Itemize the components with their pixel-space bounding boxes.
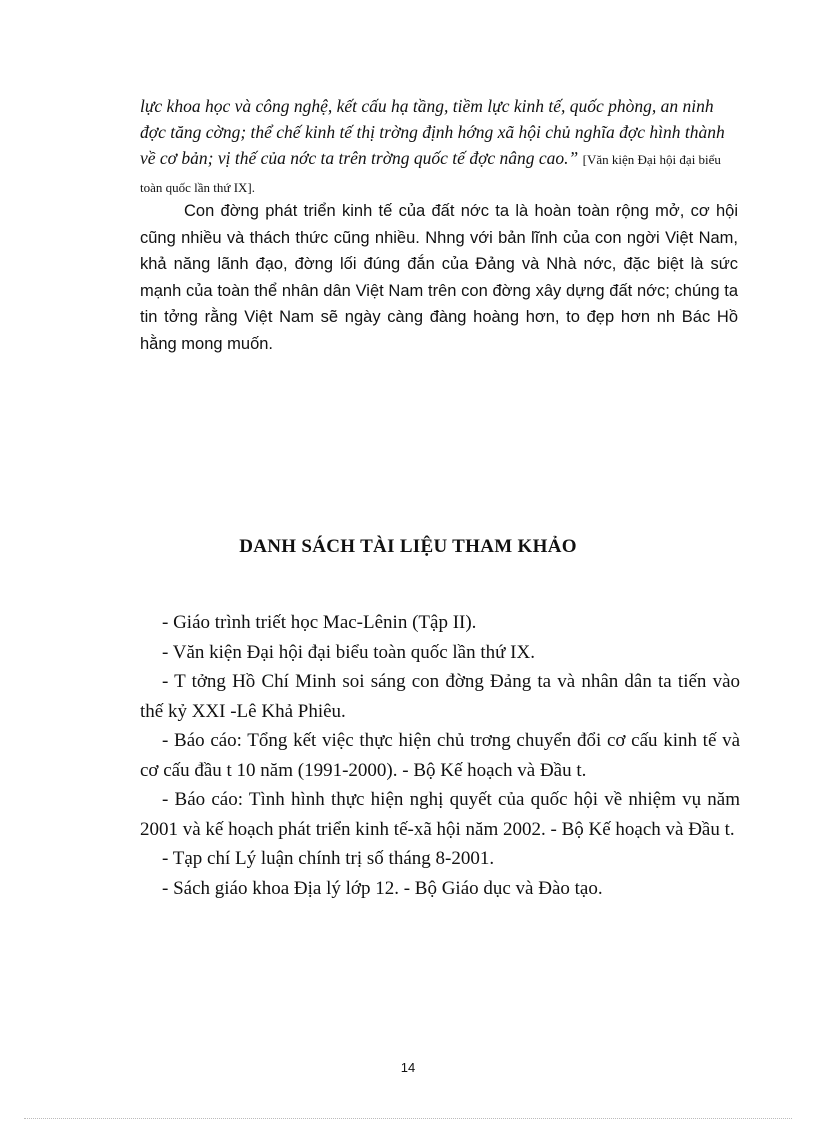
page-bottom-divider bbox=[24, 1118, 792, 1119]
quote-citation: [Văn kiện Đại hội đại biểu toàn quốc lần thứ IX]. bbox=[140, 152, 721, 195]
reference-item: - T tởng Hồ Chí Minh soi sáng con đờng Đảng ta và nhân dân ta tiến vào thế kỷ XXI -Lê Khả Phiêu. bbox=[140, 671, 740, 722]
references-list bbox=[140, 608, 740, 903]
reference-item: - Tạp chí Lý luận chính trị số tháng 8-2001. bbox=[162, 848, 495, 869]
reference-item: - Giáo trình triết học Mac-Lênin (Tập II). bbox=[162, 612, 477, 633]
page-number: 14 bbox=[400, 1060, 416, 1075]
reference-item: - Báo cáo: Tình hình thực hiện nghị quyết của quốc hội về nhiệm vụ năm 2001 và kế hoạch phát triển kinh tế-xã hội năm 2002. - Bộ Kế hoạch và Đầu t. bbox=[140, 789, 740, 840]
conclusion-paragraph: Con đờng phát triển kinh tế của đất nớc ta là hoàn toàn rộng mở, cơ hội cũng nhiều và thách thức cũng nhiều. Nhng với bản lĩnh của con ngời Việt Nam, khả năng lãnh đạo, đờng lối đúng đắn của Đảng và Nhà nớc, đặc biệt là sức mạnh của toàn thể nhân dân Việt Nam trên con đờng xây dựng đất nớc; chúng ta tin tởng rằng Việt Nam sẽ ngày càng đàng hoàng hơn, to đẹp hơn nh Bác Hồ hằng mong muốn. bbox=[140, 202, 738, 353]
references-heading: DANH SÁCH TÀI LIỆU THAM KHẢO bbox=[239, 536, 577, 557]
quote-paragraph bbox=[140, 93, 738, 201]
reference-item: - Báo cáo: Tổng kết việc thực hiện chủ trơng chuyển đổi cơ cấu kinh tế và cơ cấu đầu t 10 năm (1991-2000). - Bộ Kế hoạch và Đầu t. bbox=[140, 730, 740, 781]
reference-item: - Văn kiện Đại hội đại biểu toàn quốc lần thứ IX. bbox=[162, 641, 535, 663]
quote-text: lực khoa học và công nghệ, kết cấu hạ tầng, tiềm lực kinh tế, quốc phòng, an ninh đợc tăng cờng; thể chế kinh tế thị trờng định hớng xã hội chủ nghĩa đợc hình thành về cơ bản; vị thế của nớc ta trên trờng quốc tế đợc nâng cao.” bbox=[140, 96, 725, 168]
reference-item: - Sách giáo khoa Địa lý lớp 12. - Bộ Giáo dục và Đào tạo. bbox=[162, 877, 603, 899]
